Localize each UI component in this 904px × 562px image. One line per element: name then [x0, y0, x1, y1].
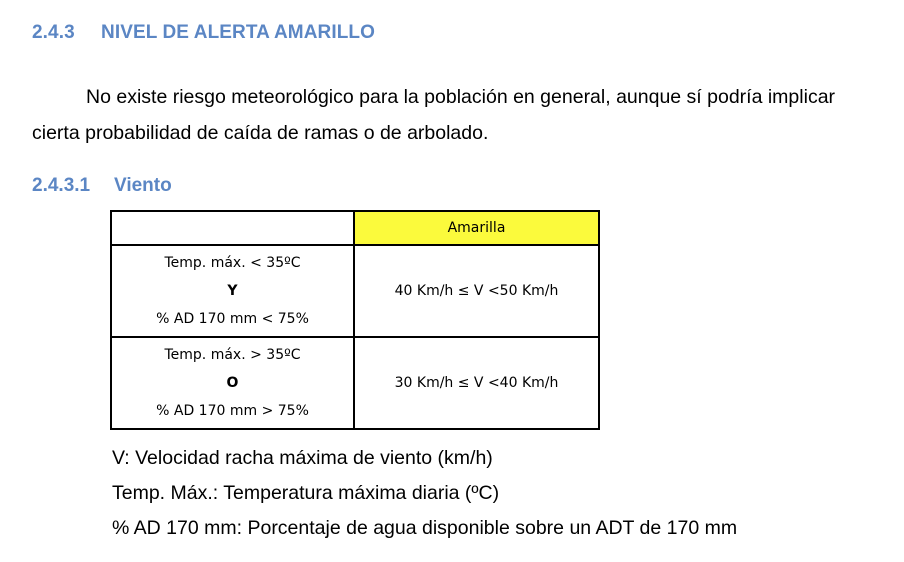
- wind-threshold-cell: 30 Km/h ≤ V <40 Km/h: [354, 337, 599, 429]
- note-temperature: Temp. Máx.: Temperatura máxima diaria (ºC): [112, 482, 500, 504]
- condition-operator: O: [226, 375, 239, 391]
- condition-cell: [111, 245, 354, 337]
- subsection-title: Viento: [114, 175, 172, 196]
- table-row: [111, 337, 599, 429]
- condition-temp: Temp. máx. < 35ºC: [164, 255, 301, 271]
- condition-ad: % AD 170 mm > 75%: [156, 403, 309, 419]
- section-title: NIVEL DE ALERTA AMARILLO: [101, 22, 376, 43]
- section-number: 2.4.3: [32, 22, 75, 43]
- table-row: [111, 245, 599, 337]
- wind-threshold-cell: 40 Km/h ≤ V <50 Km/h: [354, 245, 599, 337]
- paragraph-line-1: No existe riesgo meteorológico para la población en general, aunque sí podría implicar: [86, 86, 836, 108]
- note-water: % AD 170 mm: Porcentaje de agua disponible sobre un ADT de 170 mm: [112, 517, 738, 539]
- subsection-heading: [32, 175, 172, 197]
- subsection-number: 2.4.3.1: [32, 175, 91, 196]
- condition-ad: % AD 170 mm < 75%: [156, 311, 309, 327]
- note-velocity: V: Velocidad racha máxima de viento (km/h): [112, 447, 493, 469]
- section-heading: [32, 22, 375, 44]
- condition-operator: Y: [227, 283, 238, 299]
- table-header-amarilla: Amarilla: [354, 211, 599, 245]
- paragraph-line-2: cierta probabilidad de caída de ramas o de arbolado.: [32, 122, 489, 144]
- condition-cell: [111, 337, 354, 429]
- condition-temp: Temp. máx. > 35ºC: [164, 347, 301, 363]
- legend-notes: [112, 441, 737, 546]
- criteria-table: [110, 210, 600, 430]
- table-header-row: [111, 211, 599, 245]
- paragraph: [32, 79, 888, 151]
- table-header-empty: [111, 211, 354, 245]
